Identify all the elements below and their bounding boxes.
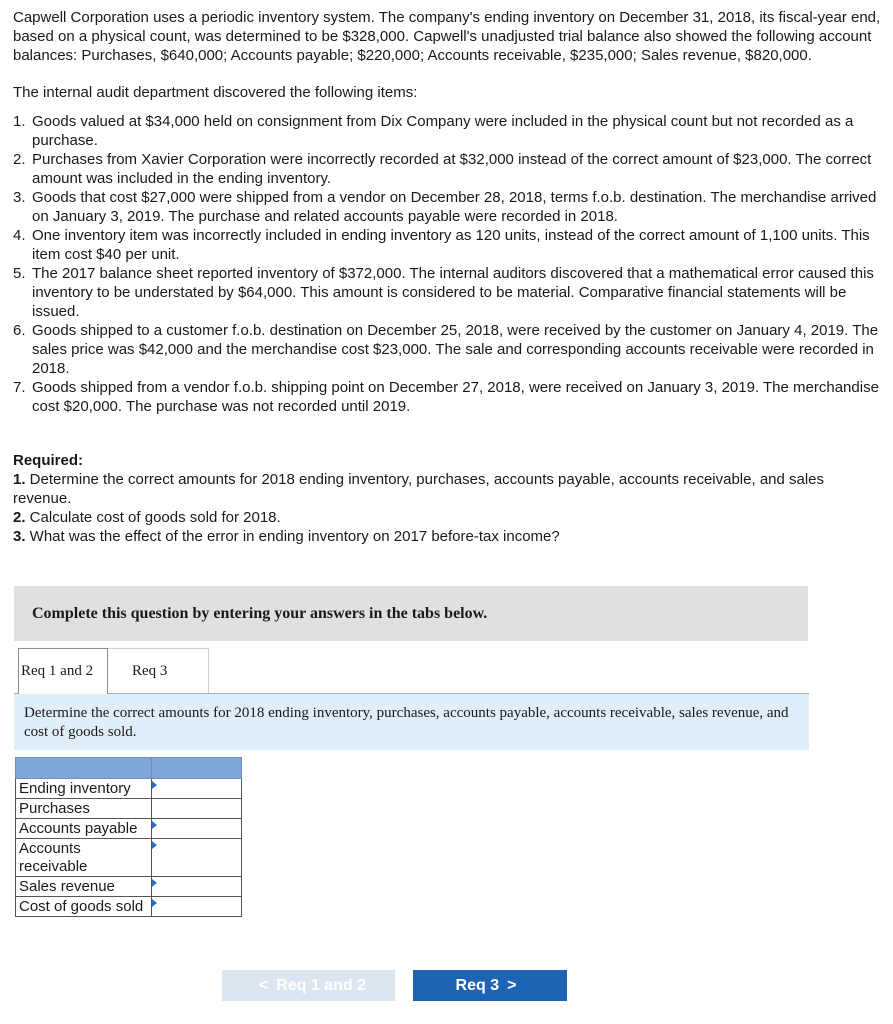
list-item: 7. Goods shipped from a vendor f.o.b. shipping point on December 27, 2018, were received on January 3, 2019. The merchandise cost $20,000. The purchase was not recorded until 2019. [13,379,879,415]
table-header-value-cell [152,758,242,779]
answer-cell[interactable] [152,799,242,819]
instruction-text: Complete this question by entering your answers in the tabs below. [32,604,488,622]
table-header-row [16,758,242,779]
required-q1: 1. Determine the correct amounts for 2018 ending inventory, purchases, accounts payable, accounts receivable, and sales revenue. [13,471,825,507]
tab-description: Determine the correct amounts for 2018 ending inventory, purchases, accounts payable, accounts receivable, sales revenue, and cost of goods sold. [14,694,809,750]
intro-paragraph: Capwell Corporation uses a periodic inventory system. The company's ending inventory on December 31, 2018, its fiscal-year end, based on a physical count, was determined to be $328,000. Capwell's unadjusted trial balance also showed the following account balances: Purchases, $640,000; Accounts payable; $220,000; Accounts receivable, $235,000; Sales revenue, $820,000. [13,9,881,64]
audit-items-list [13,112,885,416]
row-label: Accounts receivable [16,839,152,877]
tab-req-3[interactable]: Req 3 [107,648,209,693]
list-item: 6. Goods shipped to a customer f.o.b. destination on December 25, 2018, were received by the customer on January 4, 2019. The sales price was $42,000 and the merchandise cost $23,000. The sale and corresponding accounts receivable were recorded in 2018. [13,322,879,377]
table-row [16,877,242,897]
instruction-banner [14,586,808,641]
table-row [16,839,242,877]
tab-req-1-and-2[interactable]: Req 1 and 2 [18,648,108,694]
answer-cell[interactable] [152,877,242,897]
ending-inventory-input[interactable] [152,779,241,798]
purchases-input[interactable] [152,799,241,818]
next-tab-button[interactable] [413,970,567,1001]
table-row [16,819,242,839]
accounts-receivable-input[interactable] [152,839,241,876]
required-heading: Required: [13,452,84,469]
chevron-right-icon: > [507,976,517,994]
cost-of-goods-sold-input[interactable] [152,897,241,916]
row-label: Sales revenue [16,877,152,897]
row-label: Cost of goods sold [16,897,152,917]
prev-tab-button[interactable] [222,970,395,1001]
answer-cell[interactable] [152,839,242,877]
row-label: Accounts payable [16,819,152,839]
problem-text [13,8,885,546]
audit-heading: The internal audit department discovered the following items: [13,84,418,101]
prev-tab-label: Req 1 and 2 [276,976,367,994]
list-item: 1. Goods valued at $34,000 held on consignment from Dix Company were included in the physical count but not recorded as a purchase. [13,113,854,149]
row-label: Ending inventory [16,779,152,799]
required-q3: 3. What was the effect of the error in ending inventory on 2017 before-tax income? [13,528,560,545]
list-item: 4. One inventory item was incorrectly included in ending inventory as 120 units, instead of the correct amount of 1,100 units. This item cost $40 per unit. [13,227,870,263]
required-q2: 2. Calculate cost of goods sold for 2018. [13,509,281,526]
answer-table [15,757,242,917]
list-item: 2. Purchases from Xavier Corporation were incorrectly recorded at $32,000 instead of the correct amount of $23,000. The correct amount was included in the ending inventory. [13,151,872,187]
next-tab-label: Req 3 [455,976,500,994]
table-row [16,897,242,917]
list-item: 5. The 2017 balance sheet reported inventory of $372,000. The internal auditors discovered that a mathematical error caused this inventory to be understated by $64,000. This amount is considered to be material. Comparative financial statements will be issued. [13,265,874,320]
table-row [16,779,242,799]
accounts-payable-input[interactable] [152,819,241,838]
required-section [13,451,885,546]
list-item: 3. Goods that cost $27,000 were shipped from a vendor on December 28, 2018, terms f.o.b. destination. The merchandise arrived on January 3, 2019. The purchase and related accounts payable were recorded in 2018. [13,189,877,225]
chevron-left-icon: < [258,976,269,994]
table-row [16,799,242,819]
answer-cell[interactable] [152,819,242,839]
answer-cell[interactable] [152,779,242,799]
table-header-label-cell [16,758,152,779]
tab-bar [14,648,809,694]
sales-revenue-input[interactable] [152,877,241,896]
row-label: Purchases [16,799,152,819]
answer-cell[interactable] [152,897,242,917]
